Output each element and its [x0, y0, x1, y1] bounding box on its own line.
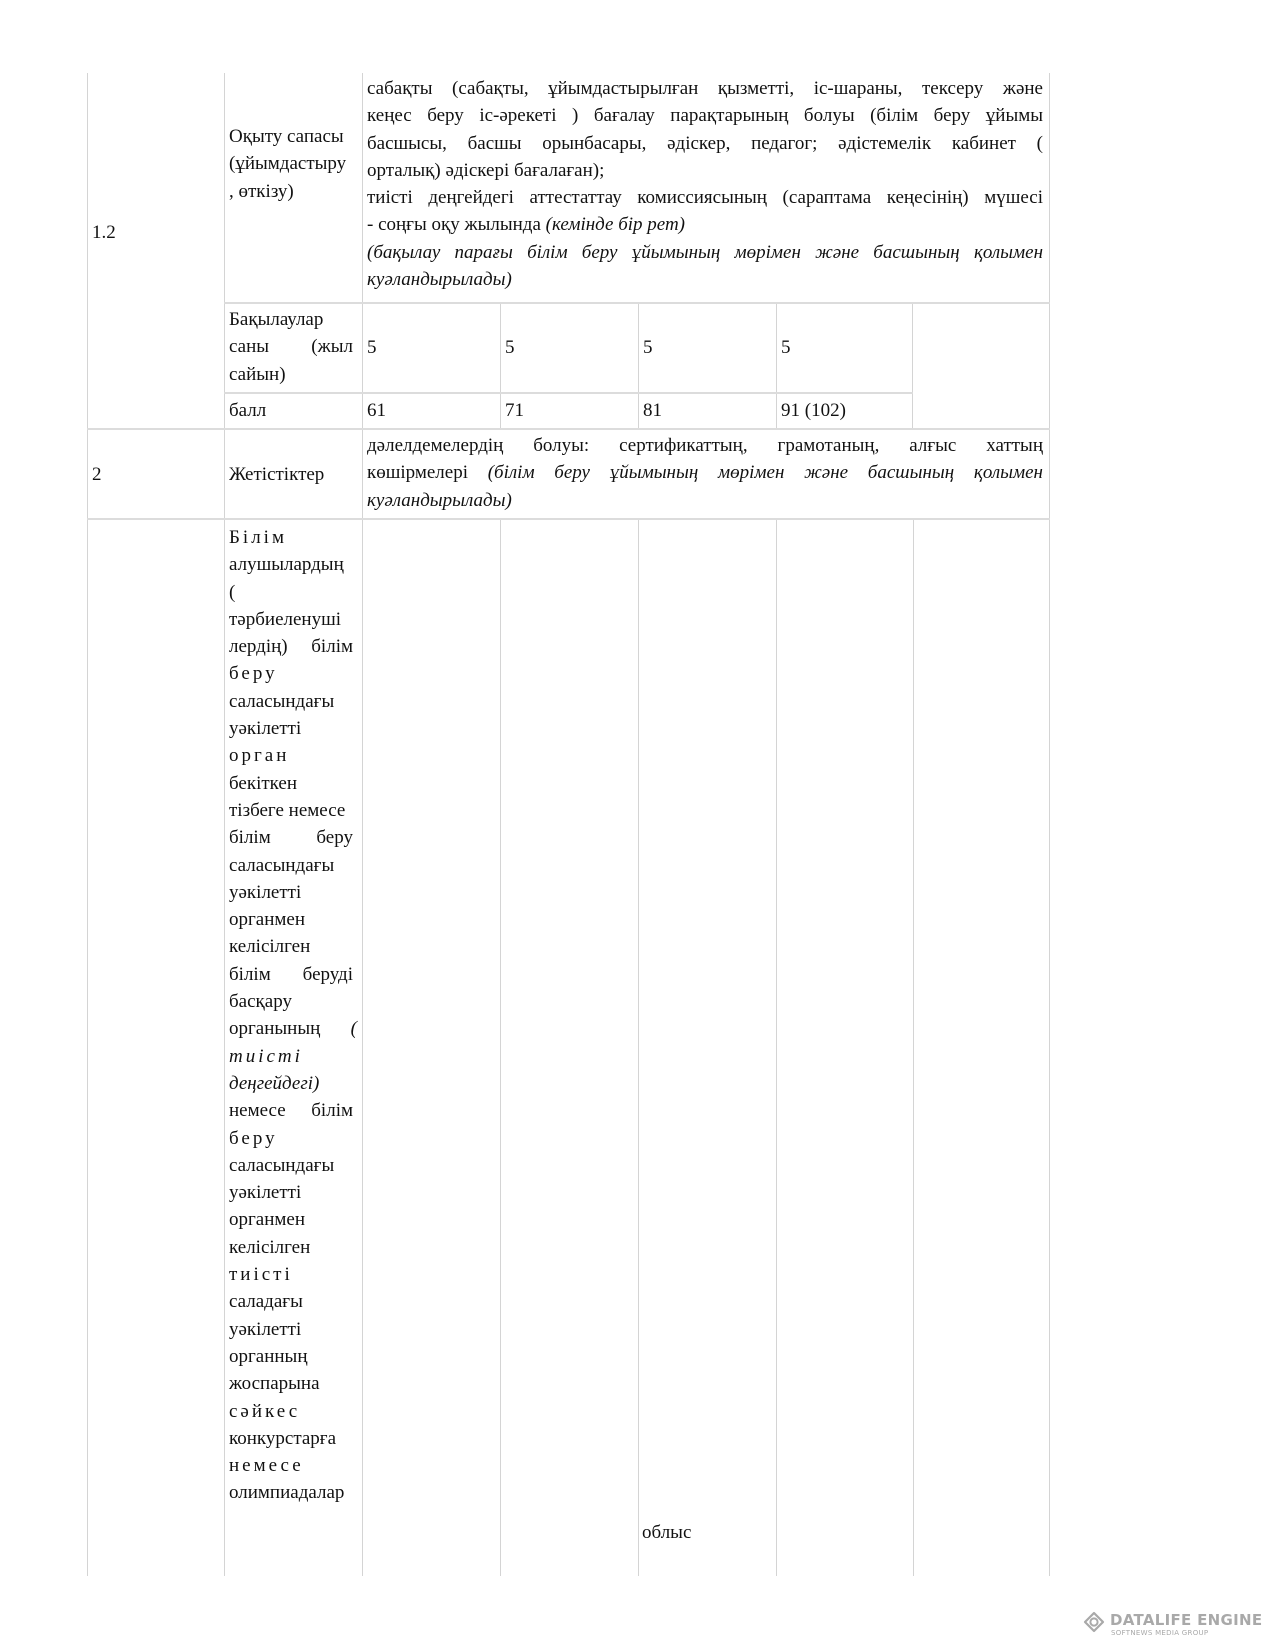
criterion-line: басқару: [229, 991, 292, 1013]
criterion-line: жоспарына: [229, 1373, 320, 1395]
criterion-line: тиісті: [229, 1264, 293, 1286]
description-line: [367, 102, 1043, 129]
criterion-line: Білім: [229, 527, 287, 548]
description-text: тиісті деңгейдегі аттестаттау комиссиясының (сараптама кеңесінің) мүшесі: [367, 187, 1043, 209]
criterion-line: деңгейдегі): [229, 1072, 320, 1094]
observations-value-4: 5: [781, 337, 791, 358]
table-col-border-2: [362, 73, 363, 1576]
description-note: куәландырылады): [367, 489, 512, 511]
description-line: [367, 432, 1043, 459]
observations-value-3: 5: [643, 337, 653, 358]
criterion-line: уәкілетті: [229, 881, 302, 903]
table-border-left: [87, 73, 88, 1576]
table-col-border-5: [776, 303, 777, 429]
criterion-line: келісілген: [229, 1236, 311, 1258]
observations-value-1: 5: [367, 337, 377, 358]
criterion-line: уәкілетті: [229, 1182, 302, 1204]
description-text: көшірмелері: [367, 462, 488, 484]
description-line: [367, 211, 1043, 238]
table-col-border-6: [912, 303, 913, 429]
criterion-line: алушылардың: [229, 554, 344, 576]
description-note: (білім беру ұйымының мөрімен және басшының қолымен: [487, 462, 1043, 484]
description-line: [367, 157, 1043, 184]
observations-label-line: саны (жыл: [229, 336, 353, 358]
description-text: сабақты (сабақты, ұйымдастырылған қызметті, іс-шараны, тексеру және: [367, 78, 1043, 99]
table-col-border-4: [638, 303, 639, 429]
description-line: [367, 184, 1043, 211]
score-label: балл: [229, 400, 267, 421]
criterion-line: немесе: [229, 1455, 304, 1477]
criterion-line: саласындағы: [229, 854, 335, 876]
score-value-2: 71: [505, 400, 524, 421]
criterion-line: органмен: [229, 909, 306, 931]
criterion-line: тізбеге немесе: [229, 799, 346, 821]
score-value-4: 91 (102): [781, 400, 846, 421]
score-value-3: 81: [643, 400, 662, 421]
criterion-line: органмен: [229, 1209, 306, 1231]
criterion-line: бекіткен: [229, 772, 298, 794]
description-text: дәлелдемелердің болуы: сертификаттың, грамотаның, алғыс хаттың: [367, 435, 1043, 456]
watermark-subtitle: SOFTNEWS MEDIA GROUP: [1111, 1629, 1209, 1637]
description-line: [367, 266, 1043, 293]
criterion-line: сәйкес: [229, 1400, 301, 1422]
row-number-2: 2: [92, 464, 102, 485]
criterion-line: беру: [229, 1127, 278, 1149]
observations-label-line: сайын): [229, 363, 286, 385]
criterion-line: саласындағы: [229, 690, 335, 712]
criterion-line: саласындағы: [229, 1154, 335, 1176]
observations-label-line: Бақылаулар: [229, 309, 324, 330]
watermark-title: DATALIFE ENGINE: [1110, 1611, 1263, 1629]
criterion-line: , өткізу): [229, 180, 294, 202]
criterion-teaching-quality: [229, 123, 369, 205]
description-teaching-quality: [367, 75, 1043, 293]
criterion-line: органның: [229, 1345, 308, 1367]
table-col-border-5b: [776, 519, 777, 1576]
row-number-1-2: 1.2: [92, 222, 116, 243]
criterion-line: саладағы: [229, 1291, 303, 1313]
table-col-border-1: [224, 73, 225, 1576]
criterion-line: келісілген: [229, 936, 311, 958]
description-note: (бақылау парағы білім беру ұйымының мөрімен және басшының қолымен: [367, 241, 1043, 263]
criterion-line: немесе білім: [229, 1100, 353, 1122]
criterion-line: тиісті: [229, 1045, 303, 1067]
level-label-region: облыс: [642, 1522, 692, 1543]
row-divider-section-3: [87, 518, 1050, 520]
criterion-line: орган: [229, 745, 290, 767]
table-col-border-6b: [913, 519, 914, 1576]
description-text: кеңес беру іс-әрекеті ) бағалау парақтарының болуы (білім беру ұйымы: [367, 105, 1043, 127]
description-line: [367, 459, 1043, 486]
criterion-line: (ұйымдастыру: [229, 153, 347, 175]
criterion-achievements: Жетістіктер: [229, 464, 325, 485]
observations-value-2: 5: [505, 337, 515, 358]
description-note: куәландырылады): [367, 269, 512, 291]
table-col-border-3b: [500, 519, 501, 1576]
row-divider-observations: [224, 392, 913, 394]
criterion-line: уәкілетті: [229, 718, 302, 740]
description-text: басшысы, басшы орынбасары, әдіскер, педагог; әдістемелік кабинет (: [367, 132, 1043, 154]
row-divider-description: [224, 302, 1050, 304]
criterion-olympiads: [229, 524, 357, 1507]
description-line: [367, 75, 1043, 102]
table-border-right: [1049, 73, 1050, 1576]
criterion-line: білім беру: [229, 827, 353, 849]
table-col-border-3: [500, 303, 501, 429]
criterion-line: беру: [229, 663, 278, 685]
criterion-line: уәкілетті: [229, 1318, 302, 1340]
criterion-line: білім беруді: [229, 963, 353, 985]
score-value-1: 61: [367, 400, 386, 421]
description-line: [367, 130, 1043, 157]
criterion-line: (: [229, 581, 236, 603]
criterion-line: Оқыту сапасы: [229, 126, 344, 147]
description-achievements: [367, 432, 1043, 514]
observations-label: [229, 306, 353, 388]
criterion-line: органының (: [229, 1018, 357, 1040]
description-line: [367, 239, 1043, 266]
description-line: [367, 487, 1043, 514]
table-col-border-4b: [638, 519, 639, 1576]
criterion-line: олимпиадалар: [229, 1482, 345, 1504]
criterion-line: тәрбиеленуші: [229, 608, 341, 630]
description-text: орталық) әдіскері бағалаған);: [367, 159, 605, 181]
criterion-line: конкурстарға: [229, 1427, 337, 1449]
row-divider-section-2: [87, 428, 1050, 430]
datalife-engine-logo-icon: [1083, 1611, 1105, 1633]
criterion-line: лердің) білім: [229, 636, 353, 658]
description-text: - соңғы оқу жылында: [367, 214, 546, 236]
description-note: (кемінде бір рет): [545, 214, 686, 236]
